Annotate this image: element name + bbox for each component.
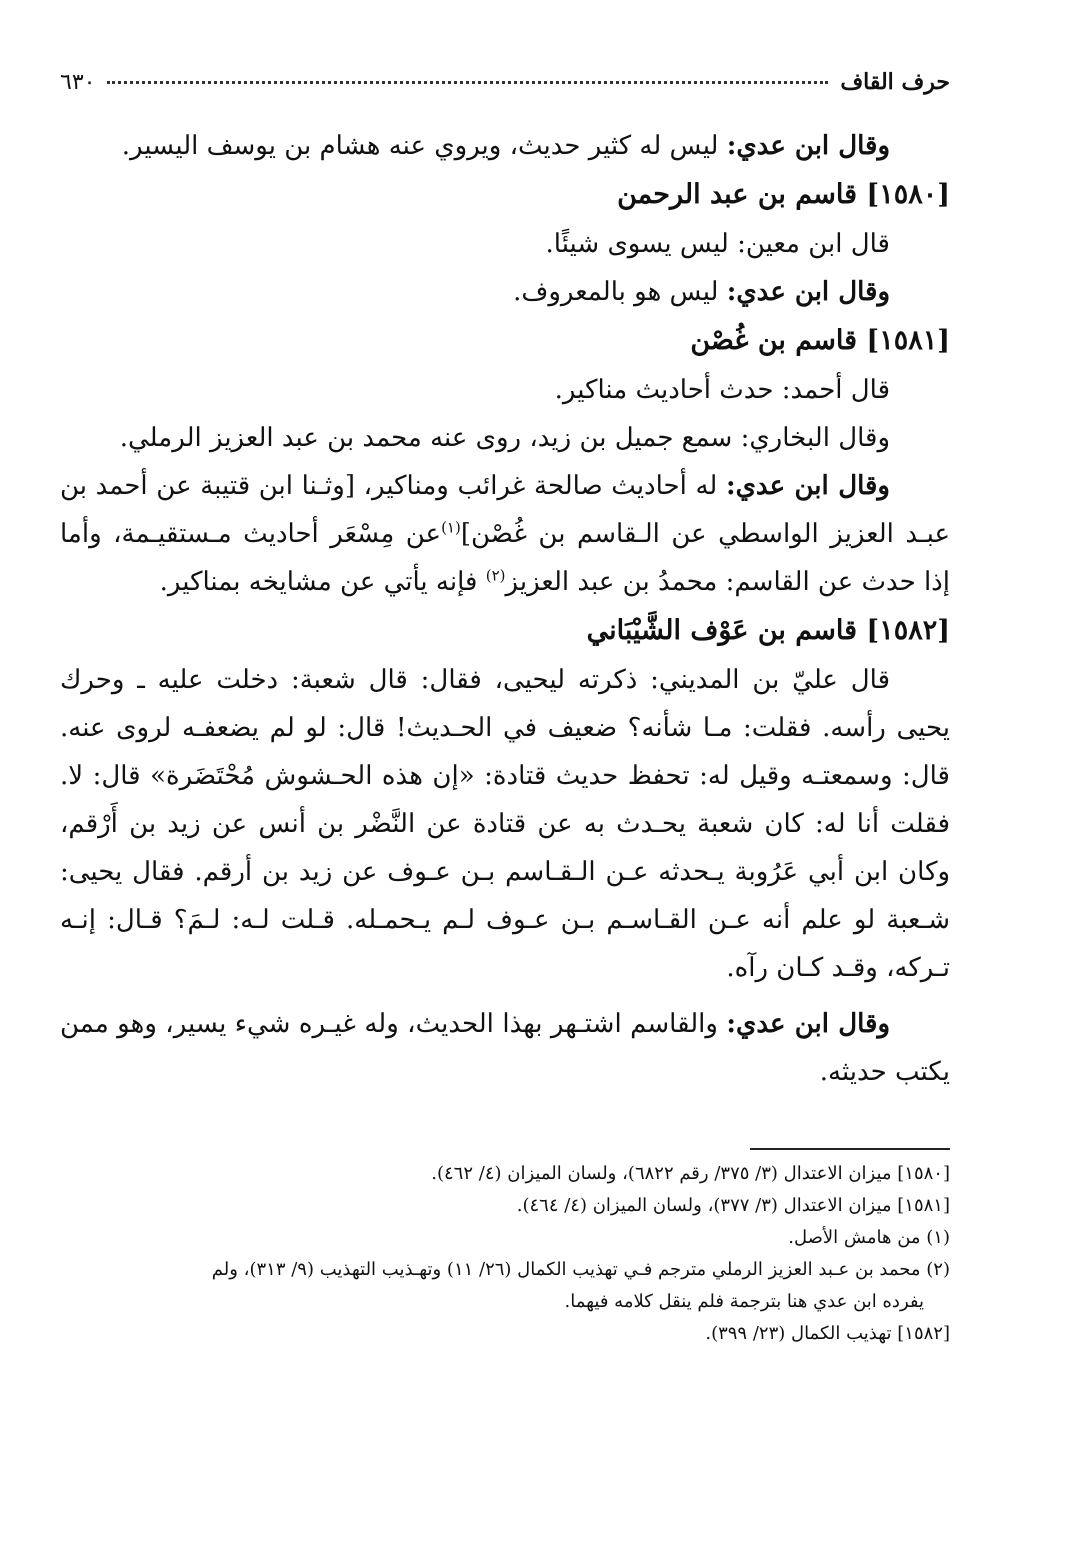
paragraph-gap [60, 992, 950, 1000]
footnote: [١٥٨١] ميزان الاعتدال (٣/ ٣٧٧)، ولسان الميزان (٤/ ٤٦٤). [516, 1195, 950, 1216]
paragraph [60, 122, 950, 170]
entry-heading-1582: [١٥٨٢] قاسم بن عَوْف الشَّيْبَاني [586, 615, 950, 646]
speaker-lead: وقال ابن عدي: [725, 471, 890, 501]
paragraph-text: ليس له كثير حديث، ويروي عنه هشام بن يوسف اليسير. [121, 131, 727, 161]
paragraph [60, 1000, 950, 1096]
paragraph [60, 462, 950, 606]
book-page [60, 60, 950, 1350]
footnotes [60, 1158, 950, 1350]
paragraph-text: عن مِسْعَر أحاديث مـستقيـمة، وأما إذا حدث عن القاسم: محمدُ بن عبد العزيز [60, 519, 950, 597]
main-text [60, 122, 950, 1096]
footnote: [١٥٨٢] تهذيب الكمال (٢٣/ ٣٩٩). [705, 1323, 950, 1344]
footnote-continuation: يفرده ابن عدي هنا بترجمة فلم ينقل كلامه فيهما. [564, 1291, 924, 1312]
entry-heading-1580: [١٥٨٠] قاسم بن عبد الرحمن [617, 179, 950, 210]
paragraph: وقال البخاري: سمع جميل بن زيد، روى عنه محمد بن عبد العزيز الرملي. [119, 423, 890, 453]
paragraph-text: ليس هو بالمعروف. [513, 277, 727, 307]
entry-heading-1581: [١٥٨١] قاسم بن غُصْن [690, 325, 950, 356]
footnote-marker-2: (٢) [485, 566, 506, 585]
paragraph-text: والقاسم اشتـهر بهذا الحديث، وله غيـره شيء يسير، وهو ممن يكتب حديثه. [60, 1009, 950, 1087]
footnote-marker-1: (١) [441, 518, 461, 537]
paragraph: قال ابن معين: ليس يسوى شيئًا. [545, 229, 890, 259]
speaker-lead: وقال ابن عدي: [726, 131, 890, 161]
header-dotted-rule [107, 81, 828, 84]
chapter-title: حرف القاف [840, 69, 950, 95]
footnote: [١٥٨٠] ميزان الاعتدال (٣/ ٣٧٥/ رقم ٦٨٢٢)، ولسان الميزان (٤/ ٤٦٢). [431, 1163, 950, 1184]
paragraph-text: فإنه يأتي عن مشايخه بمناكير. [159, 567, 486, 597]
speaker-lead: وقال ابن عدي: [726, 277, 890, 307]
paragraph: قال أحمد: حدث أحاديث مناكير. [554, 375, 890, 405]
paragraph [60, 268, 950, 316]
footnote: (٢) محمد بن عـبد العزيز الرملي مترجم فـي تهذيب الكمال (٢٦/ ١١) وتهـذيب التهذيب (٩/ ٣١٣)، ولم [211, 1259, 950, 1280]
running-head [60, 60, 950, 104]
paragraph-text: له أحاديث صالحة غرائب ومناكير، [وثـنا ابن قتيبة عن أحمد بن عبـد العزيز الواسطي عن الـقاسم بن غُصْن] [60, 471, 950, 549]
paragraph: قال عليّ بن المديني: ذكرته ليحيى، فقال: قال شعبة: دخلت عليه ـ وحرك يحيى رأسه. فقلت: مـا شأنه؟ ضعيف في الحـديث! قال: لو لم يضعفـه لروى عنه. قال: وسمعتـه وقيل له: تحفظ حديث قتادة: «إن هذه الحـشوش مُحْتَضَرة» قال: لا. فقلت أنا له: كان شعبة يحـدث به عن قتادة عن النَّضْر بن أنس عن زيد بن أَرْقم، وكان ابن أبي عَرُوبة يـحدثه عـن الـقـاسم بـن عـوف عن زيد بن أرقم. فقال يحيى: شـعبة لو علم أنه عـن القـاسـم بـن عـوف لـم يـحمـله. قـلت لـه: لـمَ؟ قـال: إنـه تـركه، وقـد كـان رآه. [60, 665, 950, 983]
page-number: ٦٣٠ [60, 69, 96, 95]
footnote-separator [750, 1148, 950, 1150]
footnote: (١) من هامش الأصل. [788, 1227, 950, 1248]
speaker-lead: وقال ابن عدي: [726, 1009, 891, 1039]
